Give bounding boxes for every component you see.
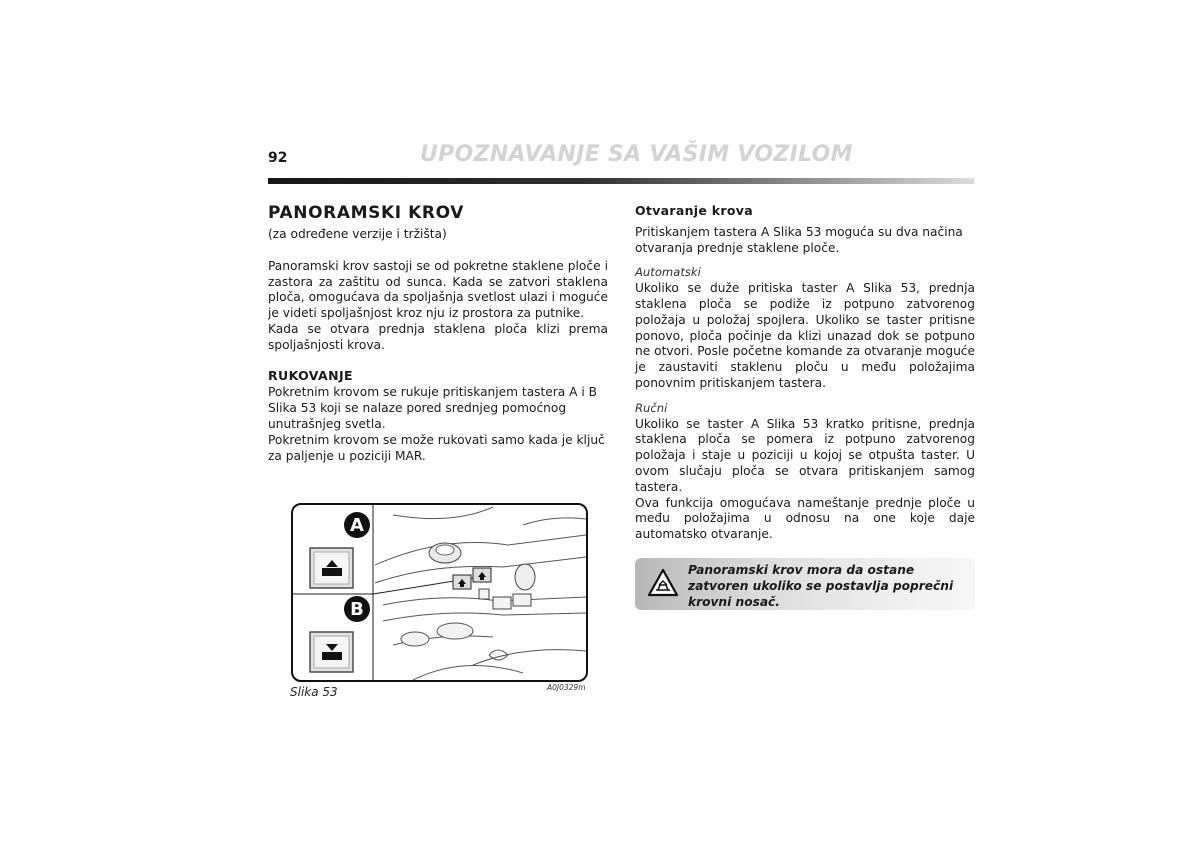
manual-paragraph-1: Ukoliko se taster A Slika 53 kratko pritisne, prednja staklena ploča se pomera iz potpuno zatvorenog položaja i staje u poziciji u kojoj se otpušta taster. U ovom slučaju ploča se otvara pritiskanjem samog tastera. [635,416,975,494]
label-a: A [350,515,364,536]
section-subtitle: (za određene verzije i tržišta) [268,227,447,241]
roof-switches-illustration [293,505,586,680]
label-a-badge [344,512,370,538]
header-rule [268,178,974,184]
warning-triangle-icon [647,568,679,598]
button-a-icon [310,548,353,588]
figure-caption: Slika 53 [290,685,338,699]
chapter-title: UPOZNAVANJE SA VAŠIM VOZILOM [420,142,853,167]
label-b: B [350,599,364,620]
manual-paragraph-2: Ova funkcija omogućava nameštanje prednje ploče u među položajima u odnosu na one koje daje automatsko otvaranje. [635,495,975,542]
warning-box [635,558,975,610]
automatic-label: Automatski [635,265,701,280]
figure-code: A0J0329m [547,683,586,692]
handling-paragraph-2: Pokretnim krovom se može rukovati samo kada je ključ za paljenje u poziciji MAR. [268,432,605,463]
intro-paragraph-2: Kada se otvara prednja staklena ploča klizi prema spoljašnjosti krova. [268,321,608,352]
left-column [268,203,608,464]
warning-text: Panoramski krov mora da ostane zatvoren ukoliko se postavlja poprečni krovni nosač. [688,563,954,609]
opening-heading: Otvaranje krova [635,203,753,218]
opening-intro: Pritiskanjem tastera A Slika 53 moguća su dva načina otvaranja prednje staklene ploče. [635,224,963,255]
section-title: PANORAMSKI KROV [268,203,464,223]
handling-paragraph-1: Pokretnim krovom se rukuje pritiskanjem tastera A i B Slika 53 koji se nalaze pored srednjeg pomoćnog unutrašnjeg svetla. [268,385,597,431]
figure-roof-switches [291,503,588,682]
label-b-badge [344,596,370,622]
button-b-icon [310,632,353,672]
manual-label: Ručni [635,400,668,415]
automatic-paragraph: Ukoliko se duže pritiska taster A Slika 53, prednja staklena ploča se podiže iz potpuno zatvorenog položaja u položaj spojlera. Ukoliko se taster pritisne ponovo, ploča počinje da klizi unazad dok se potpuno ne otvori. Posle početne komande za otvaranje moguće je zaustaviti staklenu ploču u među položajima ponovnim pritiskanjem tastera. [635,281,975,390]
handling-heading: RUKOVANJE [268,367,353,383]
right-column [635,203,975,543]
intro-paragraph-1: Panoramski krov sastoji se od pokretne staklene ploče i zastora za zaštitu od sunca. Kada se zatvori staklena ploča, omogućava da spoljašnja svetlost ulazi i moguće je videti spoljašnjost kroz nju iz prostora za putnike. [268,258,608,321]
page-number: 92 [268,150,288,166]
